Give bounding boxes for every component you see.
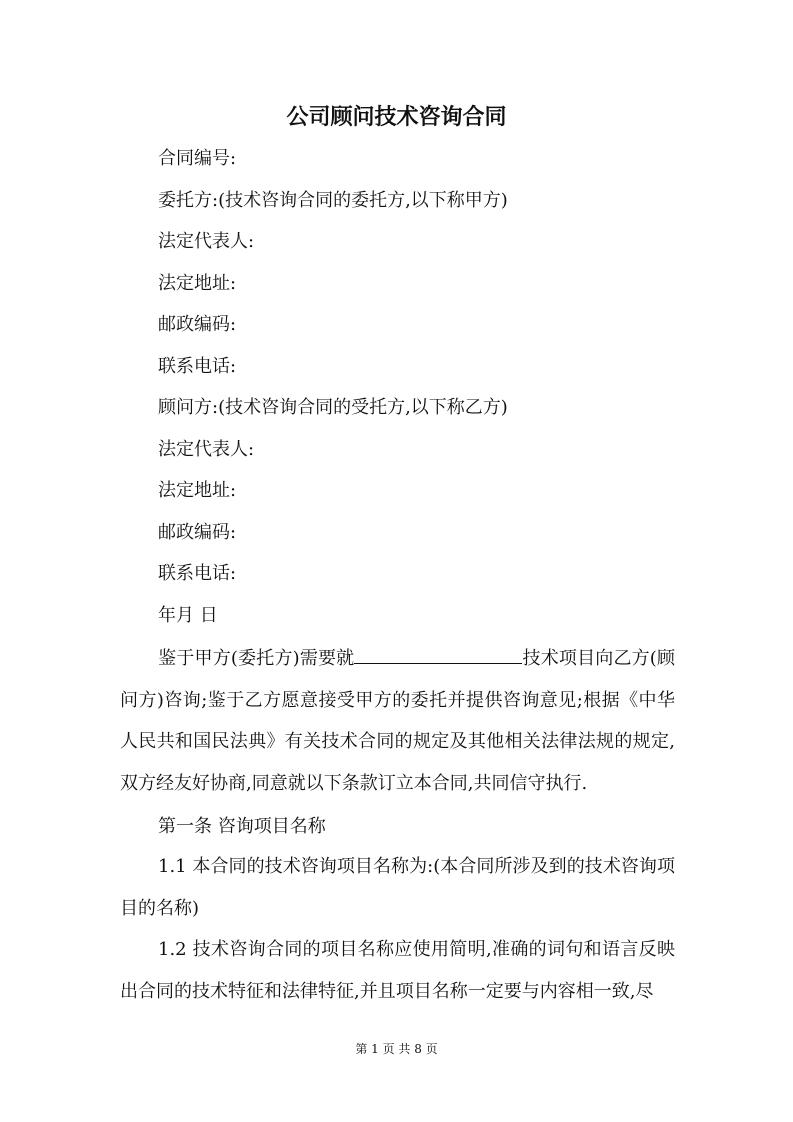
page-footer: 第 1 页 共 8 页 bbox=[355, 1042, 438, 1056]
consultant-party-field: 顾问方:(技术咨询合同的受托方,以下称乙方) bbox=[158, 397, 508, 418]
clause-1-2-text: 1.2 技术咨询合同的项目名称应使用简明,准确的词句和语言反映出合同的技术特征和法律特征,并且项目名称一定要与内容相一致,尽 bbox=[120, 939, 675, 1002]
preamble-text-start: 鉴于甲方(委托方)需要就 bbox=[158, 648, 355, 669]
clause-1-2 bbox=[120, 929, 675, 1012]
client-party-field: 委托方:(技术咨询合同的委托方,以下称甲方) bbox=[158, 190, 508, 211]
consultant-address-field: 法定地址: bbox=[158, 480, 237, 501]
client-address-field: 法定地址: bbox=[158, 273, 237, 294]
preamble-paragraph bbox=[120, 638, 675, 804]
contract-number-field: 合同编号: bbox=[158, 148, 237, 169]
client-phone-field: 联系电话: bbox=[158, 356, 237, 377]
client-legal-rep-field: 法定代表人: bbox=[158, 231, 255, 252]
clause-1-1-text: 1.1 本合同的技术咨询项目名称为:(本合同所涉及到的技术咨询项目的名称) bbox=[120, 856, 675, 919]
project-blank-line bbox=[354, 645, 522, 664]
document-title: 公司顾问技术咨询合同 bbox=[286, 104, 507, 130]
consultant-legal-rep-field: 法定代表人: bbox=[158, 439, 255, 460]
client-postcode-field: 邮政编码: bbox=[158, 314, 237, 335]
consultant-phone-field: 联系电话: bbox=[158, 563, 237, 584]
clause-1-1 bbox=[120, 846, 675, 929]
preamble-text-end: 技术项目向乙方(顾问方)咨询;鉴于乙方愿意接受甲方的委托并提供咨询意见;根据《中华人民共和国民法典》有关技术合同的规定及其他相关法律法规的规定,双方经友好协商,同意就以下条款订立本合同,共同信守执行. bbox=[120, 648, 676, 794]
consultant-postcode-field: 邮政编码: bbox=[158, 522, 237, 543]
article-1-heading: 第一条 咨询项目名称 bbox=[158, 816, 326, 837]
date-field: 年月 日 bbox=[158, 605, 218, 626]
